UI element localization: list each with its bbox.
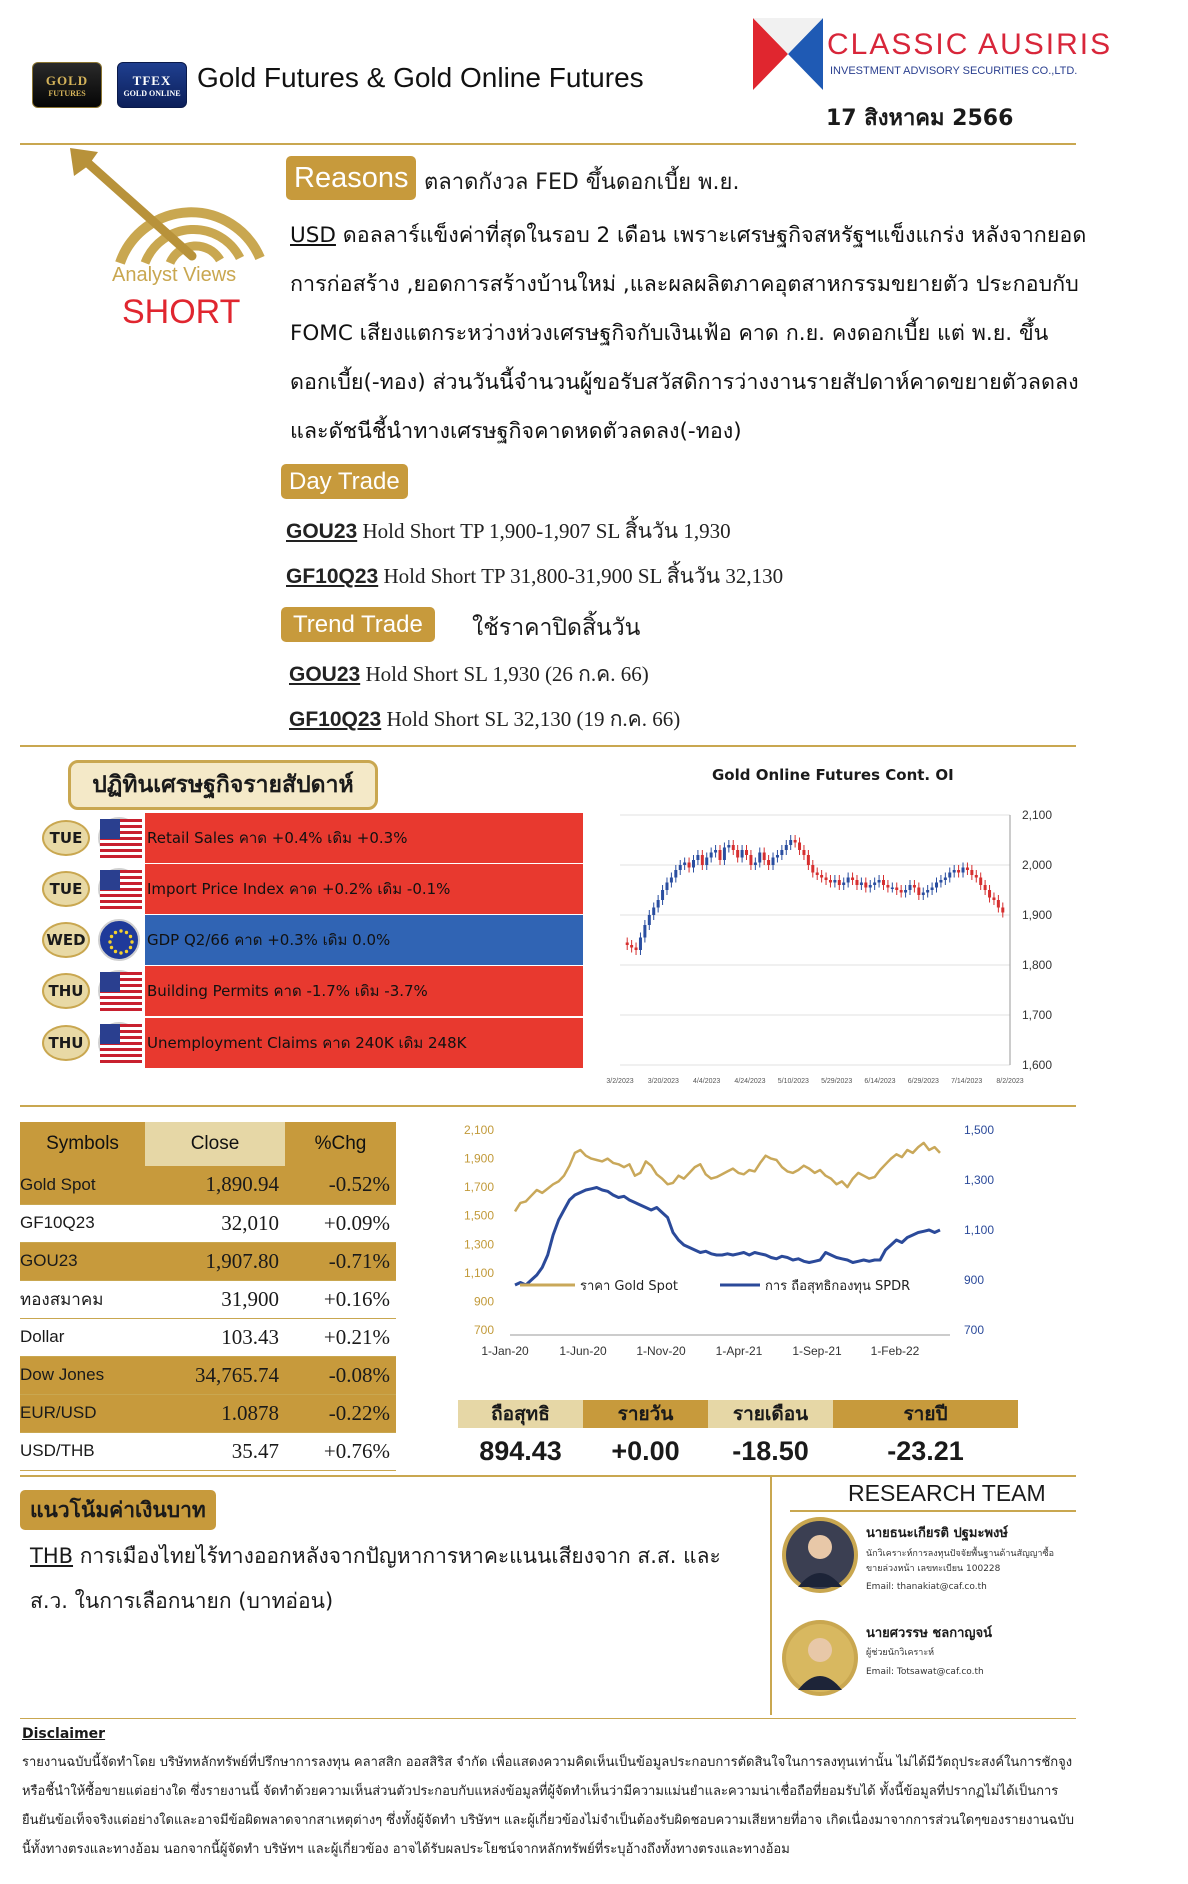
symbols-table-header: [20, 1122, 396, 1166]
symbol-close: 103.43: [145, 1318, 285, 1356]
oi-candle-body: [674, 870, 677, 878]
calendar-event-1: Retail Sales คาด +0.4% เดิม +0.3%: [145, 813, 583, 863]
oi-candle-body: [626, 943, 629, 946]
trend-trade-row-1: [289, 658, 649, 691]
us-stripe: [100, 894, 142, 897]
disclaimer-text: รายงานฉบับนี้จัดทำโดย บริษัทหลักทรัพย์ที่ปรึกษาการลงทุน คลาสสิก ออสสิริส จำกัด เพื่อแสดงความคิดเห็นเป็นข้อมูลประกอบการตัดสินใจในการลงทุนเท่านั้น ไม่ได้มีวัตถุประสงค์ในการชักจูง หรือชี้นำให้ซื้อขายแต่อย่างใด ซึ่งรายงานนี้ จัดทำด้วยความเห็นส่วนตัวประกอบกับแหล่งข้อมูลที่ผู้จัดทำเห็นว่ามีความแม่นยำและความน่าเชื่อถือที่ยอมรับได้ ทั้งนี้ข้อมูลที่ปรากฏไม่ได้เป็นการยืนยันข้อเท็จจริงแต่อย่างใดและอาจมีข้อผิดพลาดจากสาเหตุต่างๆ ซึ่งทั้งผู้จัดทำ บริษัทฯ และผู้เกี่ยวข้องไม่จำเป็นต้องรับผิดชอบความเสียหายที่อาจ เกิดเนื่องมาจากการส่วนใดๆของรายงานฉบับนี้ทั้งทางตรงและทางอ้อม นอกจากนี้ผู้จัดทำ บริษัทฯ และผู้เกี่ยวข้อง อาจได้รับผลประโยชน์จากหลักทรัพย์ที่ระบุอ้างถึงทั้งทางตรงและทางอ้อม: [22, 1755, 1075, 1857]
oi-x-tick-label: 6/29/2023: [907, 1078, 939, 1085]
baht-line-1-text: การเมืองไทยไร้ทางออกหลังจากปัญหาการหาคะแนนเสียงจาก ส.ส. และ: [73, 1544, 721, 1568]
trend-trade-row-2: [289, 703, 680, 736]
oi-candle-body: [895, 888, 898, 891]
oi-candle-body: [789, 840, 792, 845]
day-trade-tag: Day Trade: [281, 464, 408, 499]
oi-candle-body: [710, 853, 713, 858]
spdr-daily-value: +0.00: [611, 1435, 680, 1466]
right-y-tick-label: 1,300: [964, 1173, 995, 1187]
reasons-line-1-text: ดอลลาร์แข็งค่าที่สุดในรอบ 2 เดือน เพราะเศรษฐกิจสหรัฐฯแข็งแกร่ง หลังจากยอด: [342, 223, 1087, 248]
analyst-1-email: Email: thanakiat@caf.co.th: [866, 1582, 987, 1592]
day-trade-text-1: Hold Short TP 1,900-1,907 SL สิ้นวัน 1,930: [357, 519, 731, 543]
calendar-event-2: Import Price Index คาด +0.2% เดิม -0.1%: [145, 864, 583, 914]
page-title: Gold Futures & Gold Online Futures: [197, 62, 644, 93]
oi-candle-body: [842, 883, 845, 886]
analyst-avatar-1: [780, 1515, 860, 1595]
us-canton: [100, 819, 120, 839]
line-x-tick-label: 1-Apr-21: [715, 1344, 763, 1358]
oi-candle-body: [780, 850, 783, 855]
oi-candle-body: [984, 885, 987, 890]
disclaimer-title: Disclaimer: [22, 1726, 106, 1742]
oi-candle-body: [944, 878, 947, 881]
symbol-name: GOU23: [20, 1242, 145, 1280]
section-divider-2: [20, 1105, 1076, 1107]
thb-label: THB: [30, 1544, 74, 1568]
trend-trade-text-2: Hold Short SL 32,130 (19 ก.ค. 66): [381, 707, 681, 731]
calendar-day-3: WED: [42, 922, 90, 958]
spdr-monthly-value: -18.50: [732, 1435, 809, 1466]
baht-line-1: [30, 1540, 721, 1573]
oi-candle-body: [692, 860, 695, 868]
day-trade-symbol-1: GOU23: [286, 520, 358, 543]
oi-candle-body: [847, 878, 850, 883]
oi-candle-body: [648, 915, 651, 925]
symbol-close: 31,900: [145, 1280, 285, 1318]
oi-candle-body: [926, 890, 929, 893]
oi-candle-body: [661, 890, 664, 900]
oi-candle-body: [688, 863, 691, 868]
trend-trade-symbol-2: GF10Q23: [289, 708, 382, 731]
oi-candle-body: [988, 890, 991, 898]
oi-candle-body: [873, 883, 876, 886]
oi-candle-body: [935, 883, 938, 888]
symbol-close: 34,765.74: [145, 1356, 285, 1394]
oi-candle-body: [758, 853, 761, 863]
eu-star: [125, 931, 128, 934]
reasons-line-2: การก่อสร้าง ,ยอดการสร้างบ้านใหม่ ,และผลผลิตภาคอุตสาหกรรมขยายตัว ประกอบกับ: [290, 272, 1079, 297]
oi-candle-body: [882, 880, 885, 885]
oi-candle-body: [913, 885, 916, 888]
day-trade-symbol-2: GF10Q23: [286, 565, 379, 588]
oi-candle-body: [979, 878, 982, 886]
calendar-event-5: Unemployment Claims คาด 240K เดิม 248K: [145, 1018, 583, 1068]
oi-candle-body: [997, 900, 1000, 908]
symbols-header: Symbols: [20, 1122, 145, 1166]
eu-star: [129, 935, 132, 938]
calendar-event-3: GDP Q2/66 คาด +0.3% เดิม 0.0%: [145, 915, 583, 965]
eu-stars: [100, 921, 142, 963]
oi-x-tick-label: 4/24/2023: [734, 1078, 766, 1085]
oi-candle-body: [931, 888, 934, 891]
left-y-tick-label: 1,500: [463, 1208, 494, 1223]
reasons-line-1: [290, 211, 1175, 260]
spdr-net-header: ถือสุทธิ: [458, 1400, 583, 1428]
oi-candle-body: [975, 875, 978, 878]
oi-y-tick-label: 1,900: [1022, 908, 1053, 922]
classic-ausiris-logo-icon: [753, 18, 823, 90]
symbol-name: Dow Jones: [20, 1356, 145, 1394]
symbol-change: -0.08%: [285, 1356, 396, 1394]
symbol-row: [20, 1394, 396, 1432]
symbol-row: [20, 1318, 396, 1356]
oi-candle-body: [807, 855, 810, 865]
oi-x-tick-label: 5/10/2023: [777, 1078, 809, 1085]
analyst-view-value: SHORT: [122, 293, 241, 331]
us-flag-icon: [98, 1022, 140, 1064]
analyst-2-role: ผู้ช่วยนักวิเคราะห์: [866, 1648, 935, 1658]
oi-candle-body: [652, 908, 655, 916]
spdr-net-value: 894.43: [479, 1435, 562, 1466]
gold-spot-line: [515, 1143, 940, 1212]
oi-candle-body: [948, 873, 951, 878]
header-divider: [20, 143, 1076, 145]
trend-trade-symbol-1: GOU23: [289, 663, 361, 686]
us-canton: [100, 972, 120, 992]
oi-candle-body: [643, 925, 646, 938]
oi-y-tick-label: 1,700: [1022, 1008, 1053, 1022]
oi-candle-body: [705, 858, 708, 866]
oi-candle-body: [776, 855, 779, 858]
oi-candle-body: [785, 845, 788, 850]
symbol-close: 1,890.94: [145, 1166, 285, 1204]
right-y-tick-label: 1,500: [964, 1123, 995, 1137]
left-y-tick-label: 2,100: [463, 1123, 494, 1137]
oi-candle-body: [635, 948, 638, 951]
close-header: Close: [145, 1122, 285, 1166]
oi-candle-body: [966, 868, 969, 871]
tfex-logo: [117, 62, 187, 108]
analyst-1-role-2: ขายล่วงหน้า เลขทะเบียน 100228: [866, 1564, 1001, 1574]
oi-candle-body: [825, 878, 828, 881]
spdr-yearly-value: -23.21: [887, 1435, 964, 1466]
symbol-close: 32,010: [145, 1204, 285, 1242]
oi-candle-body: [741, 850, 744, 858]
oi-candle-body: [679, 865, 682, 870]
oi-candle-body: [851, 878, 854, 881]
eu-star: [119, 951, 122, 954]
left-y-tick-label: 1,100: [463, 1265, 494, 1280]
symbol-name: Gold Spot: [20, 1166, 145, 1204]
symbol-row: [20, 1432, 396, 1470]
gold-futures-logo: [32, 62, 102, 108]
gold-futures-logo-subtext: FUTURES: [48, 88, 86, 98]
reasons-line-3: FOMC เสียงแตกระหว่างห่วงเศรษฐกิจกับเงินเฟ้อ คาด ก.ย. คงดอกเบี้ย แต่ พ.ย. ขึ้น: [290, 321, 1049, 346]
oi-candle-body: [665, 883, 668, 891]
oi-candle-body: [714, 850, 717, 853]
right-y-tick-label: 700: [964, 1323, 985, 1337]
line-x-tick-label: 1-Jan-20: [481, 1344, 529, 1358]
trend-trade-tag: Trend Trade: [281, 607, 435, 642]
symbol-row: [20, 1280, 396, 1318]
oi-x-tick-label: 8/2/2023: [996, 1078, 1024, 1085]
oi-candle-body: [727, 845, 730, 848]
oi-x-tick-label: 6/14/2023: [864, 1078, 896, 1085]
company-name: CLASSIC AUSIRIS: [827, 28, 1113, 61]
analyst-views-label: Analyst Views: [112, 264, 237, 286]
spdr-daily-header: รายวัน: [583, 1400, 708, 1428]
symbol-row: [20, 1166, 396, 1204]
line-x-tick-label: 1-Jun-20: [559, 1344, 607, 1358]
symbol-close: 35.47: [145, 1432, 285, 1470]
oi-candle-body: [767, 860, 770, 865]
oi-candle-body: [639, 938, 642, 951]
oi-candle-body: [719, 850, 722, 860]
eu-star: [110, 935, 113, 938]
eu-star: [110, 946, 113, 949]
oi-candle-body: [860, 883, 863, 886]
us-flag-graphic: [100, 819, 142, 861]
oi-candle-body: [763, 853, 766, 861]
usd-label: USD: [290, 223, 336, 248]
oi-candle-body: [953, 870, 956, 873]
section-divider-4: [20, 1718, 1076, 1719]
left-y-tick-label: 700: [473, 1323, 494, 1337]
oi-candle-body: [829, 880, 832, 883]
trend-trade-text-1: Hold Short SL 1,930 (26 ก.ค. 66): [360, 662, 649, 686]
symbol-name: Dollar: [20, 1318, 145, 1356]
oi-candle-body: [701, 855, 704, 865]
oi-candle-body: [816, 873, 819, 876]
line-x-tick-label: 1-Feb-22: [870, 1344, 920, 1358]
symbol-row: [20, 1242, 396, 1280]
oi-candle-body: [772, 858, 775, 866]
gold-spot-spdr-chart: [440, 1110, 1020, 1370]
left-y-tick-label: 1,300: [463, 1237, 494, 1252]
oi-candle-body: [869, 885, 872, 888]
oi-candle-body: [723, 848, 726, 861]
analyst-avatar-2: [780, 1618, 860, 1698]
reasons-line-4: ดอกเบี้ย(-ทอง) ส่วนวันนี้จำนวนผู้ขอรับสวัสดิการว่างงานรายสัปดาห์คาดขยายตัวลดลง: [290, 370, 1079, 395]
avatar-2-head: [808, 1638, 832, 1662]
calendar-day-2: TUE: [42, 871, 90, 907]
oi-candle-body: [992, 898, 995, 901]
left-y-tick-label: 1,700: [463, 1180, 494, 1195]
oi-x-tick-label: 4/4/2023: [693, 1078, 721, 1085]
oi-candle-body: [745, 850, 748, 855]
symbol-row: [20, 1356, 396, 1394]
section-divider-1: [20, 745, 1076, 747]
symbol-row: [20, 1204, 396, 1242]
oi-candle-body: [838, 880, 841, 885]
oi-y-tick-label: 2,000: [1022, 858, 1053, 872]
oi-candle-body: [696, 855, 699, 860]
line-x-tick-label: 1-Nov-20: [636, 1344, 686, 1358]
us-stripe: [100, 1002, 142, 1005]
symbol-name: EUR/USD: [20, 1394, 145, 1432]
research-divider-vertical: [770, 1475, 772, 1715]
oi-candle-body: [970, 870, 973, 875]
left-y-tick-label: 900: [473, 1294, 494, 1309]
right-y-tick-label: 1,100: [964, 1223, 995, 1237]
calendar-day-1: TUE: [42, 820, 90, 856]
us-flag-icon: [98, 970, 140, 1012]
oi-chart-title: Gold Online Futures Cont. OI: [712, 766, 954, 784]
us-stripe: [100, 843, 142, 846]
spdr-monthly-header: รายเดือน: [708, 1400, 833, 1428]
oi-candle-body: [820, 875, 823, 878]
baht-outlook-tag: แนวโน้มค่าเงินบาท: [20, 1490, 216, 1530]
oi-candle-body: [957, 870, 960, 873]
oi-candle-body: [749, 855, 752, 865]
day-trade-text-2: Hold Short TP 31,800-31,900 SL สิ้นวัน 32,130: [378, 564, 784, 588]
symbol-change: +0.21%: [285, 1318, 396, 1356]
chg-header: %Chg: [285, 1122, 396, 1166]
us-stripe: [100, 1008, 142, 1011]
baht-line-2: ส.ว. ในการเลือกนายก (บาทอ่อน): [30, 1589, 334, 1613]
oi-candle-body: [794, 840, 797, 843]
us-flag-icon: [98, 817, 140, 859]
us-stripe: [100, 855, 142, 858]
eu-star: [130, 940, 133, 943]
symbol-change: -0.22%: [285, 1394, 396, 1432]
oi-candle-body: [657, 900, 660, 908]
eu-flag-icon: [98, 919, 140, 961]
oi-candle-body: [683, 863, 686, 866]
reasons-tag: Reasons: [286, 156, 416, 200]
us-flag-icon: [98, 868, 140, 910]
calendar-event-4: Building Permits คาด -1.7% เดิม -3.7%: [145, 966, 583, 1016]
oi-candle-body: [962, 868, 965, 873]
calendar-day-5: THU: [42, 1025, 90, 1061]
oi-candle-body: [855, 880, 858, 885]
oi-candle-body: [1001, 908, 1004, 913]
oi-candle-body: [732, 845, 735, 850]
analyst-2-name: นายศวรรษ ชลกาญจน์: [866, 1626, 992, 1641]
oi-candle-body: [900, 890, 903, 893]
report-date: 17 สิงหาคม 2566: [826, 106, 1014, 131]
symbol-change: +0.09%: [285, 1204, 396, 1242]
oi-x-tick-label: 3/2/2023: [606, 1078, 634, 1085]
section-divider-3: [20, 1475, 1076, 1477]
calendar-title: ปฏิทินเศรษฐกิจรายสัปดาห์: [68, 760, 378, 810]
tfex-logo-text: TFEX: [132, 72, 172, 88]
gold-futures-logo-text: GOLD: [45, 72, 89, 88]
day-trade-row-2: [286, 560, 783, 593]
reasons-paragraph: [290, 211, 1175, 456]
trend-trade-note: ใช้ราคาปิดสิ้นวัน: [472, 615, 641, 641]
eu-star: [114, 931, 117, 934]
calendar-day-4: THU: [42, 973, 90, 1009]
oi-candle-body: [736, 850, 739, 858]
company-subtitle: INVESTMENT ADVISORY SECURITIES CO.,LTD.: [830, 65, 1078, 77]
legend-spdr-label: การ ถือสุทธิกองทุน SPDR: [765, 1279, 911, 1294]
oi-candle-body: [754, 863, 757, 866]
us-stripe: [100, 996, 142, 999]
oi-candle-body: [833, 880, 836, 883]
day-trade-row-1: [286, 515, 731, 548]
oi-candle-body: [802, 850, 805, 855]
us-stripe: [100, 849, 142, 852]
reasons-line-5: และดัชนีชี้นำทางเศรษฐกิจคาดหดตัวลดลง(-ทอง): [290, 419, 742, 444]
us-stripe: [100, 900, 142, 903]
research-title-underline: [790, 1510, 1076, 1512]
spdr-yearly-header: รายปี: [833, 1400, 1018, 1428]
target-arrow-icon: [70, 148, 270, 268]
eu-star: [114, 950, 117, 953]
oi-candle-body: [891, 888, 894, 890]
eu-star: [129, 946, 132, 949]
symbol-change: +0.16%: [285, 1280, 396, 1318]
oi-candle-body: [878, 880, 881, 883]
us-stripe: [100, 1054, 142, 1057]
oi-candle-body: [939, 880, 942, 883]
oi-x-tick-label: 5/29/2023: [821, 1078, 853, 1085]
oi-candle-body: [909, 885, 912, 890]
eu-star: [125, 950, 128, 953]
eu-star: [108, 940, 111, 943]
avatar-1-head: [808, 1535, 832, 1559]
us-flag-graphic: [100, 870, 142, 912]
oi-x-tick-label: 7/14/2023: [951, 1078, 983, 1085]
symbol-name: GF10Q23: [20, 1204, 145, 1242]
symbol-close: 1.0878: [145, 1394, 285, 1432]
symbol-name: USD/THB: [20, 1432, 145, 1470]
symbol-close: 1,907.80: [145, 1242, 285, 1280]
eu-star: [119, 929, 122, 932]
research-team-title: RESEARCH TEAM: [848, 1480, 1046, 1506]
oi-y-tick-label: 2,100: [1022, 808, 1053, 822]
oi-y-tick-label: 1,600: [1022, 1058, 1053, 1072]
us-stripe: [100, 1060, 142, 1063]
oi-candle-body: [670, 878, 673, 883]
legend-gold-label: ราคา Gold Spot: [580, 1279, 678, 1294]
oi-candle-body: [917, 888, 920, 896]
reasons-headline: ตลาดกังวล FED ขึ้นดอกเบี้ย พ.ย.: [424, 170, 740, 195]
right-y-tick-label: 900: [964, 1273, 985, 1287]
oi-candlestick-chart: [606, 795, 1080, 1090]
oi-candle-body: [798, 843, 801, 851]
oi-candle-body: [864, 883, 867, 888]
oi-candle-body: [811, 865, 814, 873]
us-canton: [100, 1024, 120, 1044]
symbol-name: ทองสมาคม: [20, 1280, 145, 1318]
line-x-tick-label: 1-Sep-21: [792, 1344, 842, 1358]
symbols-table-body: [20, 1166, 396, 1470]
symbol-change: -0.71%: [285, 1242, 396, 1280]
oi-candle-body: [886, 885, 889, 888]
symbol-change: -0.52%: [285, 1166, 396, 1204]
oi-candle-body: [922, 893, 925, 896]
oi-candle-body: [904, 890, 907, 893]
oi-x-tick-label: 3/20/2023: [647, 1078, 679, 1085]
us-stripe: [100, 906, 142, 909]
us-canton: [100, 870, 120, 890]
oi-candle-body: [630, 945, 633, 948]
us-flag-graphic: [100, 1024, 142, 1066]
us-flag-graphic: [100, 972, 142, 1014]
us-stripe: [100, 1048, 142, 1051]
analyst-1-name: นายธนะเกียรติ ปฐมะพงษ์: [866, 1526, 1008, 1541]
analyst-2-email: Email: Totsawat@caf.co.th: [866, 1667, 984, 1677]
symbols-table: [20, 1122, 396, 1471]
spdr-holdings-line: [515, 1188, 940, 1286]
oi-y-tick-label: 1,800: [1022, 958, 1053, 972]
analyst-1-role: นักวิเคราะห์การลงทุนปัจจัยพื้นฐานด้านสัญญาซื้อ: [866, 1549, 1054, 1559]
symbol-change: +0.76%: [285, 1432, 396, 1470]
left-y-tick-label: 1,900: [463, 1151, 494, 1166]
tfex-logo-subtext: GOLD ONLINE: [123, 88, 181, 98]
